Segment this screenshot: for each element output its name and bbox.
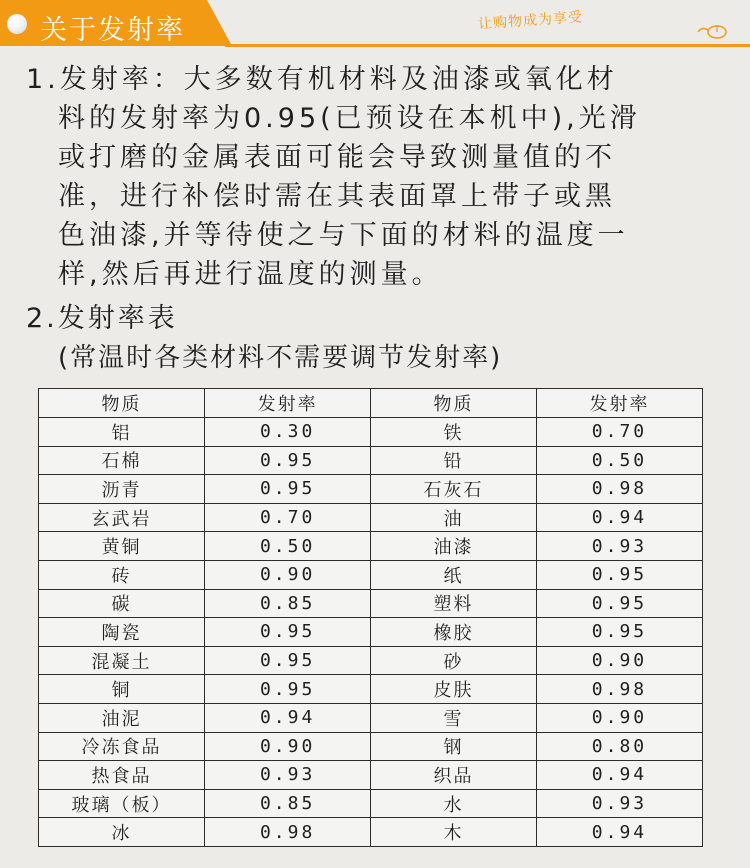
- table-row: [39, 646, 703, 675]
- emissivity-cell: 0.98: [205, 818, 371, 847]
- emissivity-cell: 0.95: [205, 675, 371, 704]
- material-cell: 黄铜: [39, 532, 205, 561]
- paragraph-line: 样,然后再进行温度的测量。: [58, 259, 443, 290]
- emissivity-cell: 0.90: [536, 703, 702, 732]
- column-header-emissivity: 发射率: [536, 389, 702, 418]
- material-cell: 砂: [371, 646, 537, 675]
- table-row: [39, 418, 703, 447]
- paragraph-line: 色油漆,并等待使之与下面的材料的温度一: [58, 220, 629, 251]
- material-cell: 塑料: [371, 589, 537, 618]
- table-row: [39, 732, 703, 761]
- table-row: [39, 475, 703, 504]
- material-cell: 沥青: [39, 475, 205, 504]
- emissivity-cell: 0.50: [205, 532, 371, 561]
- emissivity-cell: 0.94: [536, 818, 702, 847]
- material-cell: 热食品: [39, 761, 205, 790]
- material-cell: 水: [371, 789, 537, 818]
- emissivity-cell: 0.94: [205, 703, 371, 732]
- material-cell: 陶瓷: [39, 618, 205, 647]
- material-cell: 铜: [39, 675, 205, 704]
- material-cell: 铅: [371, 446, 537, 475]
- material-cell: 碳: [39, 589, 205, 618]
- material-cell: 铁: [371, 418, 537, 447]
- table-header-row: [39, 389, 703, 418]
- material-cell: 石棉: [39, 446, 205, 475]
- paragraph-line: 料的发射率为0.95(已预设在本机中),光滑: [58, 103, 641, 134]
- paragraph-line: 或打磨的金属表面可能会导致测量值的不: [58, 142, 616, 173]
- column-header-emissivity: 发射率: [205, 389, 371, 418]
- table-row: [39, 818, 703, 847]
- emissivity-cell: 0.80: [536, 732, 702, 761]
- table-row: [39, 532, 703, 561]
- page-title: 关于发射率: [40, 15, 185, 46]
- mouse-icon: [696, 24, 728, 40]
- emissivity-cell: 0.95: [205, 446, 371, 475]
- material-cell: 织品: [371, 761, 537, 790]
- material-cell: 玻璃（板）: [39, 789, 205, 818]
- table-row: [39, 703, 703, 732]
- table-row: [39, 789, 703, 818]
- emissivity-cell: 0.90: [205, 560, 371, 589]
- material-cell: 油泥: [39, 703, 205, 732]
- emissivity-cell: 0.93: [536, 532, 702, 561]
- paragraph-line: 1.发射率：大多数有机材料及油漆或氧化材: [26, 64, 618, 95]
- table-row: [39, 503, 703, 532]
- emissivity-cell: 0.94: [536, 503, 702, 532]
- emissivity-cell: 0.70: [205, 503, 371, 532]
- emissivity-cell: 0.95: [536, 560, 702, 589]
- emissivity-table: [38, 388, 703, 847]
- table-row: [39, 618, 703, 647]
- material-cell: 钢: [371, 732, 537, 761]
- emissivity-cell: 0.98: [536, 675, 702, 704]
- material-cell: 橡胶: [371, 618, 537, 647]
- material-cell: 雪: [371, 703, 537, 732]
- emissivity-cell: 0.94: [536, 761, 702, 790]
- emissivity-cell: 0.98: [536, 475, 702, 504]
- paragraph-line: 准，进行补偿时需在其表面罩上带子或黑: [58, 181, 616, 212]
- emissivity-cell: 0.70: [536, 418, 702, 447]
- material-cell: 石灰石: [371, 475, 537, 504]
- header-rule: [225, 44, 750, 47]
- material-cell: 木: [371, 818, 537, 847]
- emissivity-cell: 0.95: [205, 475, 371, 504]
- material-cell: 纸: [371, 560, 537, 589]
- column-header-material: 物质: [39, 389, 205, 418]
- header-bar: [0, 0, 750, 55]
- emissivity-cell: 0.93: [536, 789, 702, 818]
- table-row: [39, 560, 703, 589]
- table-row: [39, 446, 703, 475]
- table-body: [39, 418, 703, 847]
- emissivity-cell: 0.95: [205, 618, 371, 647]
- emissivity-cell: 0.95: [205, 646, 371, 675]
- emissivity-cell: 0.30: [205, 418, 371, 447]
- material-cell: 冰: [39, 818, 205, 847]
- circle-bullet-icon: [7, 14, 27, 34]
- section-title: 2.发射率表: [26, 303, 178, 334]
- section-subtitle: (常温时各类材料不需要调节发射率): [58, 343, 503, 373]
- material-cell: 砖: [39, 560, 205, 589]
- emissivity-cell: 0.95: [536, 618, 702, 647]
- emissivity-cell: 0.90: [536, 646, 702, 675]
- emissivity-paragraph: [26, 60, 726, 294]
- material-cell: 皮肤: [371, 675, 537, 704]
- material-cell: 冷冻食品: [39, 732, 205, 761]
- material-cell: 玄武岩: [39, 503, 205, 532]
- emissivity-cell: 0.50: [536, 446, 702, 475]
- emissivity-cell: 0.95: [536, 589, 702, 618]
- column-header-material: 物质: [371, 389, 537, 418]
- material-cell: 油: [371, 503, 537, 532]
- emissivity-cell: 0.90: [205, 732, 371, 761]
- material-cell: 油漆: [371, 532, 537, 561]
- material-cell: 铝: [39, 418, 205, 447]
- emissivity-cell: 0.93: [205, 761, 371, 790]
- emissivity-cell: 0.85: [205, 589, 371, 618]
- emissivity-cell: 0.85: [205, 789, 371, 818]
- table-row: [39, 761, 703, 790]
- table-row: [39, 675, 703, 704]
- material-cell: 混凝土: [39, 646, 205, 675]
- slogan-text: 让购物成为享受: [477, 9, 584, 33]
- table-row: [39, 589, 703, 618]
